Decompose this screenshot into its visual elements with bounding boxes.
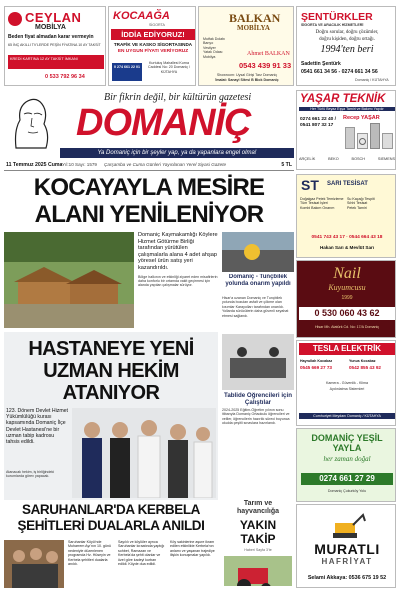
kocaaga-name: KOCAAĞA — [113, 10, 170, 22]
nail-kuyumcu-ad[interactable] — [296, 260, 396, 338]
senturkler-phone: 0541 661 34 56 - 0274 661 34 56 — [301, 69, 378, 75]
yasar-teknik-ad[interactable] — [296, 90, 396, 170]
karbela-headline-line2: ŞEHİTLERİ DUALARLA ANILDI — [17, 518, 205, 533]
kocaaga-phone-box: 0 274 661 22 01 — [112, 63, 142, 81]
oven-icon — [382, 133, 393, 149]
hospital-body: 123. Dönem Devlet Hizmet Yükümlülüğü kurası kapsamında Domaniç İlçe Devlet Hastanesi'ne bir uzman tabip kadrosu tahsis edildi. — [6, 408, 68, 446]
yasar-owner: Recep YAŞAR — [343, 115, 380, 121]
issue-date: 11 Temmuz 2025 Cuma — [6, 162, 63, 168]
ceylan-sub: MOBİLYA — [35, 24, 66, 31]
balkan-item: Vestiyer — [203, 45, 216, 50]
karbela-headline[interactable] — [4, 502, 218, 538]
yesil-slogan: her zaman doğal — [323, 455, 371, 463]
tunc-title[interactable]: Domaniç - Tunçbilek yolunda onarım yapıldı — [225, 274, 291, 287]
yesil-address: Domaniç Çukurköy Yolu — [327, 489, 367, 493]
issue-price: 5 TL — [281, 162, 292, 168]
senturkler-owner: Sadettin Şentürk — [301, 61, 341, 67]
balkan-item: Mobilya — [203, 54, 216, 59]
main-story-text — [138, 232, 218, 328]
ceylan-slogan: Beden fiyat almadan karar vermeyin — [8, 34, 94, 40]
senturkler-slogan: doğru kişiden, doğru ortağı. — [319, 37, 375, 42]
karbela-col3: Köy sakinlerine aşure ikram edilen etkinlikte Kerbela'nın anlamı ve yaşanan trajediye ilişkin konuşmalar yapıldı. — [170, 540, 215, 558]
st-tesisat-ad[interactable] — [296, 174, 396, 258]
nail-sub: Kuyumcusu — [328, 283, 366, 292]
nail-address: Hisar Mh. Atatürk Cd. No: 17/A Domaniç — [314, 325, 380, 329]
yakin-sub: Haberi Sayfa 3'te — [244, 548, 272, 552]
muratli-hafriyat-ad[interactable] — [296, 504, 396, 588]
main-story-body: Bölge halkının ve etkinliği ziyaret eden misafirlerin daha konforlu bir ortamda vakit geçirmesi için alanda yapılan çalışmalar sürüyor. — [138, 274, 218, 288]
issue-number: Yıl:10 Sayı: 1579 — [62, 162, 97, 167]
senturkler-since: 1994'ten beri — [320, 44, 374, 55]
tesla-name: TESLA ELEKTRİK — [299, 343, 395, 355]
fridge-icon — [370, 123, 380, 149]
yesil-name: DOMANİÇ YEŞİL YAYLA — [311, 433, 383, 453]
kocaaga-line1: TRAFİK VE KASKO SİGORTASINDA — [113, 42, 193, 47]
hospital-headline-line3: ATANIYOR — [62, 382, 160, 404]
balkan-address2: İmalat: Sanayi Sitesi B Blok Domaniç — [215, 78, 279, 82]
balkan-sub: MOBİLYA — [237, 24, 270, 32]
tesla-right-phone: 0542 855 43 92 — [349, 365, 381, 370]
st-name: ST — [301, 177, 319, 193]
tesla-services: Kamera - Güvenlik - Klima — [326, 381, 368, 385]
ataturk-portrait — [6, 90, 54, 152]
nail-since: 1999 — [341, 295, 353, 301]
tunc-body: Hisar'a uzanan Domaniç ve Tunçbilek yolunda bozulan asfalt ve çökme olan kısımlar Karayolları tarafından onarıldı. Yollarda sürücülerin daha güvenli seyahat etmesi sağlandı. — [222, 296, 289, 318]
nail-phone: 0 530 060 43 62 — [299, 307, 395, 320]
tesla-left-name: Hayrullah Kocabaz — [300, 359, 333, 363]
hospital-headline-line2: UZMAN HEKİM — [43, 360, 179, 382]
st-item: Tüm Tesisat İşleri — [300, 201, 328, 206]
main-headline[interactable] — [4, 174, 294, 230]
kocaaga-ad[interactable] — [108, 6, 196, 86]
balkan-name: BALKAN — [229, 11, 281, 25]
tesla-right-name: Yunus Kocabaz — [349, 359, 376, 363]
yasar-phones: 0274 661 22 40 / 0541 807 32 17 — [300, 117, 337, 128]
nail-name: Nail — [333, 265, 361, 282]
ceylan-logo-icon — [8, 12, 22, 26]
hospital-headline-line1: HASTANEYE YENİ — [28, 338, 194, 360]
masthead — [4, 90, 294, 160]
balkan-owner: Ahmet BALKAN — [247, 51, 290, 57]
kocaaga-sub: SİGORTA — [149, 23, 165, 27]
tesla-elektrik-ad[interactable] — [296, 340, 396, 426]
table-body: 2024-2025 Eğitim-Öğretim yılının sonu itibarıyla Domaniç Ortaokulu öğrencileri ve veliler, öğrencilerin hazırlık süreci boyunca okulda çeşitli sınavlara hazırlandı. — [222, 408, 290, 426]
balkan-address: Showroom: Uysal Girişi Tarz Domaniç — [216, 73, 278, 77]
tesla-left-phone: 0545 669 27 73 — [300, 365, 332, 370]
senturkler-name: ŞENTÜRKLER — [301, 11, 373, 23]
fridge-icon — [345, 127, 355, 149]
main-headline-line2: ALANI YENİLENİYOR — [34, 201, 264, 228]
st-item: Su Kaçağı Tespiti — [347, 197, 375, 201]
ceylan-line: 65 İNÇ AKILLI TV'LERDE PEŞİN FİYATINA 10 AY TAKSİT — [8, 43, 101, 47]
dateline — [4, 161, 294, 171]
muratli-contact: Selami Akkaya: 0536 675 19 52 — [307, 575, 387, 581]
yasar-name: YAŞAR TEKNİK — [300, 93, 386, 105]
ceylan-name: CEYLAN — [25, 10, 82, 25]
balkan-item: Yatak Odası — [203, 50, 223, 55]
yasar-brands: ARÇELİK BEKO BOSCH SIEMENS — [299, 157, 395, 161]
ceylan-ad[interactable] — [4, 6, 106, 86]
yakin-takip[interactable] — [222, 500, 294, 586]
st-item: Sıhhi Tesisat — [347, 201, 368, 206]
karbela-headline-line1: SARUHANLAR'DA KERBELA — [21, 502, 201, 517]
table-photo[interactable] — [222, 334, 294, 390]
tunc-photo[interactable] — [222, 232, 294, 272]
hospital-block[interactable] — [4, 332, 218, 500]
main-headline-line1: KOCAYAYLA MESİRE — [33, 174, 265, 201]
yasar-sub: Her Türlü Beyaz Eşya Tamiri ve Bakımı Yapılır — [299, 107, 395, 111]
st-phone: 0541 743 43 17 · 0544 664 43 18 — [311, 235, 383, 240]
yesil-yayla-ad[interactable] — [296, 428, 396, 502]
balkan-item: Banyo — [203, 41, 214, 46]
appliance-icons — [345, 123, 393, 151]
st-item: Kombi Bakım Onarım — [300, 205, 335, 210]
tractor-photo — [224, 556, 292, 586]
masthead-motto: Ya Domaniç için bir şeyler yap, ya da yapanlara engel olma! — [60, 148, 294, 158]
st-owner: Hakan Sarı & Mevlüt Sarı — [319, 245, 375, 250]
tesla-services2: Aydınlatma Sistemleri — [329, 387, 365, 391]
ceylan-banner: KREDİ KARTINA 12 AY TAKSİT İMKANI — [8, 55, 104, 69]
st-item: Petek Tamiri — [347, 205, 367, 210]
senturkler-address: Domaniç / KÜTAHYA — [355, 78, 389, 82]
balkan-phone: 0543 439 91 33 — [239, 61, 292, 70]
main-story-intro: Domaniç Kaymakamlığı Köylere Hizmet Götürme Birliği tarafından yürütülen çalışmalarla alana 4 adet ahşap yöresel ürün satış yeri kazandırıldı. — [138, 232, 218, 271]
senturkler-slogan: Doğru sorular, doğru çözümler, — [315, 30, 379, 35]
hospital-photo — [72, 408, 216, 498]
yesil-phone: 0274 661 27 29 — [301, 473, 393, 485]
karbela-photo[interactable] — [4, 540, 64, 588]
newspaper-name: DOMANİÇ — [76, 102, 251, 144]
masthead-slogan: Bir fikrin değil, bir kültürün gazetesi — [104, 92, 252, 103]
kocaaga-line2: EN UYGUN FİYATI VERİYORUZ — [117, 49, 189, 54]
senturkler-sub: SİGORTA VE ARACILIK HİZMETLERİ — [301, 23, 364, 27]
main-photo[interactable] — [4, 232, 134, 328]
kocaaga-contact: Kurtuluş Mahallesi Kurna Caddesi No: 20 Domaniç / KÜTAHYA — [148, 61, 190, 74]
washer-icon — [357, 133, 368, 149]
yakin-top: Tarım ve hayvancılığa — [236, 500, 280, 515]
table-title[interactable]: Tablide Öğrencileri için Çalıştılar — [224, 392, 292, 407]
hospital-sub: Atanacak hekim, iş birliğindeki kurumlarda görev yapacak. — [6, 470, 55, 479]
karbela-col1: Saruhanlar Köyü'nde Muharrem Ayı'nın 10. günü nedeniyle düzenlenen programda Hz. Hüseyin ve Kerbela şehitleri dualarla anıldı. — [68, 540, 111, 567]
muratli-name: MURATLI — [314, 541, 380, 557]
balkan-item: Mutfak Dolabı — [203, 37, 226, 41]
yakin-main: YAKIN TAKİP — [239, 518, 277, 546]
ceylan-phone: 0 533 792 96 34 — [45, 74, 85, 80]
kocaaga-banner: İDDİA EDİYORUZ! — [111, 29, 195, 40]
tesla-footer: Cumhuriyet Meydanı Domaniç / KÜTAHYA — [299, 413, 395, 419]
excavator-icon — [327, 509, 367, 539]
balkan-ad[interactable] — [198, 6, 294, 86]
karbela-col2: Sayılılı ve köylüler ayrıca Saruhanlar kıraatında yaptığı sohbet, Ramazan ve Kerbela'da şehit olanlar ve özel göre kadeyi kurban edildi. Köyde dua edildi. — [118, 540, 165, 567]
senturkler-ad[interactable] — [296, 6, 396, 86]
st-sub: SARI TESİSAT — [327, 181, 368, 187]
masthead-subtitle: Çarşamba ve Cuma Günleri Yayınlanan Yerel Siyasi Gazete — [104, 162, 227, 167]
muratli-sub: HAFRİYAT — [321, 557, 373, 566]
st-item: Doğalgaz Petek Temizleme — [300, 197, 344, 201]
